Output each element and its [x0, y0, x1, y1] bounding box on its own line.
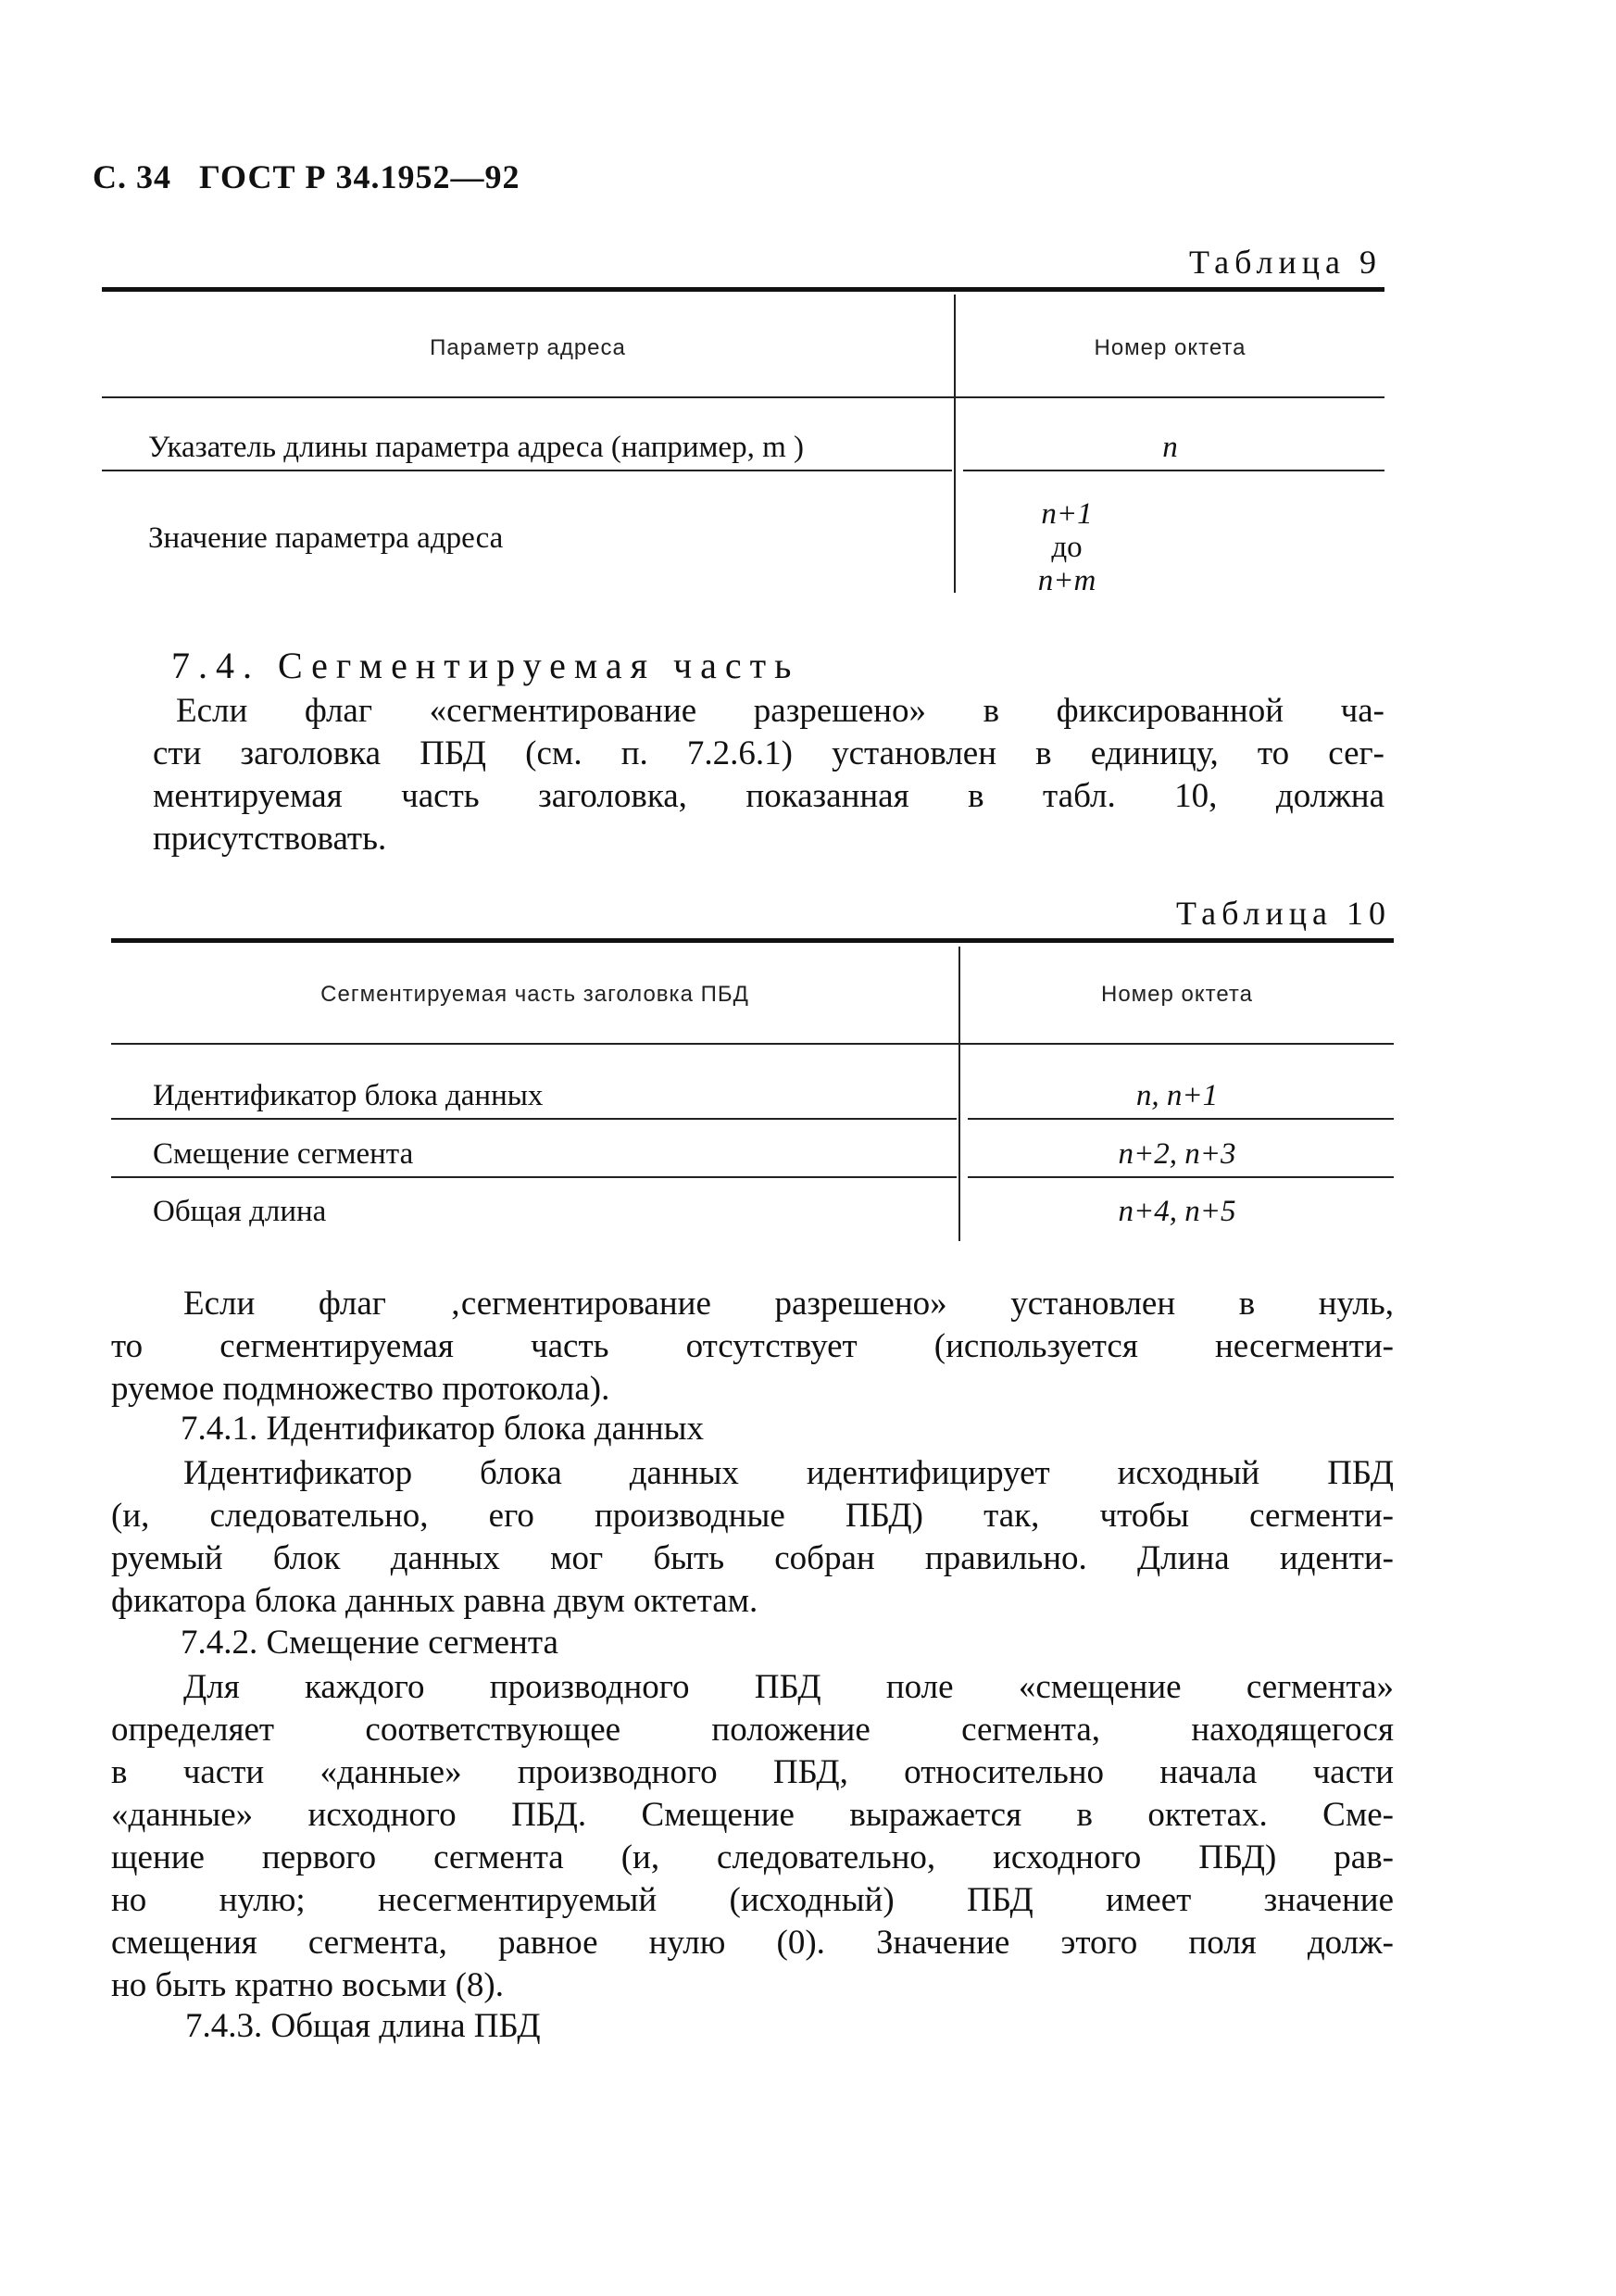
text-line: но нулю; несегментируемый (исходный) ПБД имеет значение	[111, 1881, 1394, 1919]
paragraph-1	[153, 690, 1384, 860]
table10-header-octet: Номер октета	[1100, 982, 1253, 1007]
section-title: 7.4. Сегментируемая часть	[171, 645, 800, 686]
table10-row1-part: Идентификатор блока данных	[153, 1079, 544, 1112]
table9-header-param: Параметр адреса	[430, 335, 626, 360]
table10-row1-rule-right	[968, 1118, 1394, 1120]
text-line: Если флаг «сегментирование разрешено» в фиксированной ча-	[176, 692, 1384, 730]
text-line: Если флаг ‚сегментирование разрешено» установлен в нуль,	[183, 1285, 1394, 1323]
table9-row2-octet-from: n+1	[1041, 497, 1093, 531]
table10-row1-rule-left	[111, 1118, 957, 1120]
page-header	[93, 157, 520, 196]
text-line: то сегментируемая часть отсутствует (используется несегменти-	[111, 1327, 1394, 1365]
text-line: руемый блок данных мог быть собран правильно. Длина иденти-	[111, 1539, 1394, 1577]
table10-row2-part: Смещение сегмента	[153, 1137, 414, 1171]
text-line: смещения сегмента, равное нулю (0). Значение этого поля долж-	[111, 1924, 1394, 1962]
table9-row1-rule-right	[963, 470, 1384, 471]
paragraph-3	[111, 1452, 1394, 1623]
table10-header-part: Сегментируемая часть заголовка ПБД	[320, 982, 749, 1007]
table9-top-rule	[102, 287, 1384, 292]
table9-caption: Таблица 9	[1189, 244, 1382, 281]
text-line: ментируемая часть заголовка, показанная в табл. 10, должна	[153, 777, 1384, 815]
table9-row2-octet-do: до	[1051, 531, 1083, 564]
table9-row2-octet	[956, 497, 1178, 597]
table10-row3-part: Общая длина	[153, 1195, 327, 1228]
table10-caption: Таблица 10	[1176, 895, 1391, 932]
table9-header-rule	[102, 396, 1384, 398]
page-number: С. 34	[93, 158, 171, 195]
paragraph-4	[111, 1666, 1394, 2007]
text-line: Идентификатор блока данных идентифицирует исходный ПБД	[183, 1454, 1394, 1492]
text-line: в части «данные» производного ПБД, относительно начала части	[111, 1753, 1394, 1791]
table9-row2-param: Значение параметра адреса	[148, 521, 504, 555]
text-line: щение первого сегмента (и, следовательно, исходного ПБД) рав-	[111, 1838, 1394, 1876]
subsection-7-4-2-title: 7.4.2. Смещение сегмента	[181, 1624, 558, 1662]
table10-row2-octet: n+2, n+3	[1118, 1137, 1236, 1171]
text-line: присутствовать.	[153, 820, 387, 858]
table10-row3-octet: n+4, n+5	[1118, 1195, 1236, 1228]
text-line: но быть кратно восьми (8).	[111, 1966, 504, 2004]
paragraph-2	[111, 1283, 1394, 1411]
table10-top-rule	[111, 938, 1394, 943]
table9-row2-octet-to: n+m	[1037, 564, 1096, 597]
text-line: определяет соответствующее положение сегмента, находящегося	[111, 1711, 1394, 1749]
text-line: фикатора блока данных равна двум октетам.	[111, 1582, 758, 1620]
text-line: (и, следовательно, его производные ПБД) так, чтобы сегменти-	[111, 1497, 1394, 1535]
text-line: руемое подмножество протокола).	[111, 1370, 610, 1408]
table10-row2-rule-right	[968, 1176, 1394, 1178]
text-line: сти заголовка ПБД (см. п. 7.2.6.1) установлен в единицу, то сег-	[153, 734, 1384, 772]
text-line: «данные» исходного ПБД. Смещение выражается в октетах. Сме-	[111, 1796, 1394, 1834]
table9-row1-octet: n	[1162, 431, 1178, 464]
table9-row1-rule-left	[102, 470, 952, 471]
table10-header-rule	[111, 1043, 1394, 1045]
table10-row2-rule-left	[111, 1176, 957, 1178]
table10-row1-octet: n, n+1	[1135, 1079, 1219, 1112]
standard-code: ГОСТ Р 34.1952—92	[199, 158, 520, 195]
table9-row1-param: Указатель длины параметра адреса (например, m )	[148, 431, 804, 464]
subsection-7-4-3-title: 7.4.3. Общая длина ПБД	[185, 2007, 541, 2045]
table9-header-octet: Номер октета	[1094, 335, 1246, 360]
subsection-7-4-1-title: 7.4.1. Идентификатор блока данных	[181, 1410, 704, 1448]
text-line: Для каждого производного ПБД поле «смещение сегмента»	[183, 1668, 1394, 1706]
